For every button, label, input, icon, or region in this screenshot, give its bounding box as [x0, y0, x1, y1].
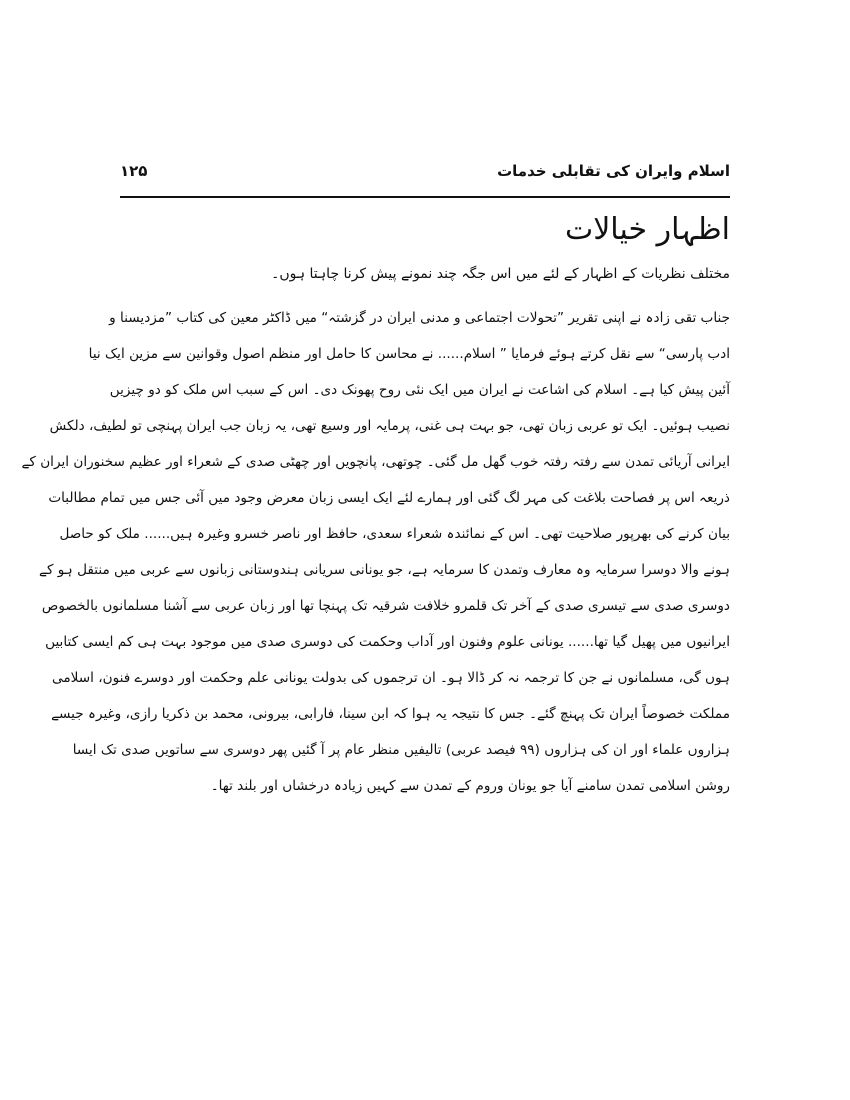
- body-line: ہوں گی، مسلمانوں نے جن کا ترجمہ نہ کر ڈالا ہو۔ ان ترجموں کی بدولت یونانی علم وحکمت اور دوسرے فنون، اسلامی: [51, 670, 730, 686]
- body-line: روشن اسلامی تمدن سامنے آیا جو یونان وروم کے تمدن سے کہیں زیادہ درخشاں اور بلند تھا۔: [210, 778, 730, 794]
- body-line: نصیب ہوئیں۔ ایک تو عربی زبان تھی، جو بہت ہی غنی، پرمایہ اور وسیع تھی، یہ زبان جب ایران پہنچی تو لطیف، دلکش: [49, 418, 730, 434]
- body-line: دوسری صدی سے تیسری صدی کے آخر تک قلمرو خلافت شرقیہ تک پہنچا تھا اور زبان عربی سے آشنا مسلمانوں بالخصوص: [41, 598, 730, 614]
- body-line: ایرانیوں میں پھیل گیا تھا...... یونانی علوم وفنون اور آداب وحکمت کی دوسری صدی میں موجود بہت ہی کم ایسی کتابیں: [45, 634, 730, 650]
- body-line: جناب تقی زادہ نے اپنی تقریر ”تحولات اجتماعی و مدنی ایران در گزشتہ“ میں ڈاکٹر معین کی کتاب ”مزدیسنا و: [109, 310, 730, 326]
- body-paragraph: [21, 300, 730, 804]
- body-line: ذریعہ اس پر فصاحت بلاغت کی مہر لگ گئی اور ہمارے لئے ایک ایسی زبان معرض وجود میں آئی جس میں تمام مطالبات: [48, 490, 730, 506]
- body-line: ایرانی آریائی تمدن سے رفتہ رفتہ خوب گھل مل گئی۔ چوتھی، پانچویں اور چھٹی صدی کے شعراء اور عظیم سخنوران ایران کے: [21, 454, 730, 470]
- body-line: آئین پیش کیا ہے۔ اسلام کی اشاعت نے ایران میں ایک نئی روح پھونک دی۔ اس کے سبب اس ملک کو دو چیزیں: [109, 382, 730, 398]
- body-line: مملکت خصوصاً ایران تک پہنچ گئے۔ جس کا نتیجہ یہ ہوا کہ ابن سینا، فارابی، بیرونی، محمد بن ذکریا رازی، وغیرہ جیسے: [51, 706, 730, 722]
- running-header-title: اسلام وایران کی تقابلی خدمات: [497, 162, 730, 180]
- intro-line: مختلف نظریات کے اظہار کے لئے میں اس جگہ چند نمونے پیش کرنا چاہتا ہوں۔: [271, 266, 730, 282]
- body-line: ہزاروں علماء اور ان کی ہزاروں (۹۹ فیصد عربی) تالیفیں منظر عام پر آ گئیں پھر دوسری سے ساتویں صدی تک ایسا: [72, 742, 730, 758]
- body-line: ہونے والا دوسرا سرمایہ وہ معارف وتمدن کا سرمایہ ہے، جو یونانی سریانی ہندوستانی زبانوں سے عربی میں منتقل ہو کے: [39, 562, 730, 578]
- body-line: ادب پارسی“ سے نقل کرتے ہوئے فرمایا ” اسلام...... نے محاسن کا حامل اور منظم اصول وقوانین سے مزین ایک نیا: [88, 346, 730, 362]
- page-number: ۱۲۵: [120, 162, 148, 180]
- running-header: [120, 160, 730, 198]
- body-line: بیان کرنے کی بھرپور صلاحیت تھی۔ اس کے نمائندہ شعراء سعدی، حافظ اور ناصر خسرو وغیرہ ہیں...... ملک کو حاصل: [59, 526, 730, 542]
- page-title: اظہار خیالات: [564, 212, 730, 247]
